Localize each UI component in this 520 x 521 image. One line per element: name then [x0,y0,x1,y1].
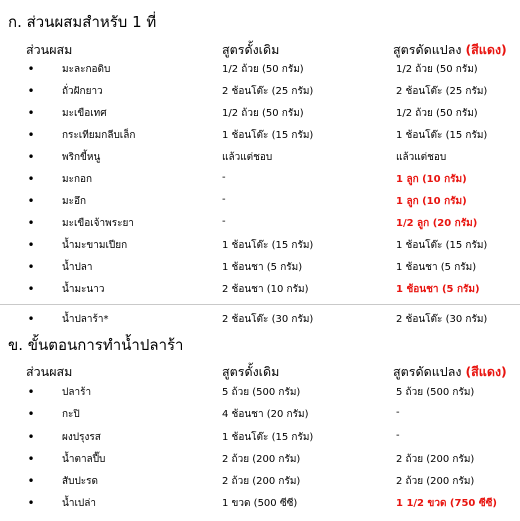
bullet-icon: • [27,106,35,120]
ingredient-name: ปลาร้า [62,387,92,398]
ingredient-name: มะกอก [62,174,93,185]
original-amount: 1/2 ถ้วย (50 กรัม) [222,64,304,75]
section-a-header-modified-note: (สีแดง) [465,42,507,57]
section-a-title: ก. ส่วนผสมสำหรับ 1 ที่ [8,13,157,31]
bullet-icon: • [27,128,35,142]
original-amount: 1/2 ถ้วย (50 กรัม) [222,108,304,119]
section-b-title: ข. ขั้นตอนการทำน้ำปลาร้า [8,336,184,354]
modified-amount: 1 ช้อนโต๊ะ (15 กรัม) [396,130,488,141]
ingredient-name: น้ำมะนาว [62,284,105,295]
bullet-icon: • [27,282,35,296]
section-b-header-modified [393,362,507,382]
bullet-icon: • [27,496,35,510]
original-amount: 2 ช้อนโต๊ะ (25 กรัม) [222,86,314,97]
bullet-icon: • [27,474,35,488]
original-amount: - [222,216,226,227]
table-row [0,236,520,258]
table-row [0,383,520,405]
table-row [0,428,520,450]
table-row [0,472,520,494]
bullet-icon: • [27,216,35,230]
modified-amount: 2 ช้อนโต๊ะ (30 กรัม) [396,314,488,325]
table-row [0,405,520,427]
original-amount: 1 ขวด (500 ซีซี) [222,498,298,509]
section-b-header-modified-note: (สีแดง) [465,364,507,379]
modified-amount: 2 ถ้วย (200 กรัม) [396,476,475,487]
original-amount: 1 ช้อนโต๊ะ (15 กรัม) [222,432,314,443]
table-row [0,214,520,236]
modified-amount: 1/2 ถ้วย (50 กรัม) [396,108,478,119]
modified-amount: 1 ช้อนชา (5 กรัม) [396,262,477,273]
bullet-icon: • [27,238,35,252]
section-a-header-modified [393,40,507,60]
ingredient-name: น้ำปลา [62,262,93,273]
original-amount: 4 ช้อนชา (20 กรัม) [222,409,309,420]
modified-amount: 1/2 ลูก (20 กรัม) [396,218,478,229]
section-b-header-original: สูตรดั้งเดิม [222,364,280,379]
modified-amount: แล้วแต่ชอบ [396,152,447,163]
section-a-header-ingredient: ส่วนผสม [26,42,73,57]
section-b-header-ingredient: ส่วนผสม [26,364,73,379]
original-amount: 1 ช้อนชา (5 กรัม) [222,262,303,273]
ingredient-name: สับปะรด [62,476,99,487]
ingredient-name: กะปิ [62,409,80,420]
modified-amount: 2 ช้อนโต๊ะ (25 กรัม) [396,86,488,97]
original-amount: 2 ถ้วย (200 กรัม) [222,476,301,487]
original-amount: 2 ช้อนโต๊ะ (30 กรัม) [222,314,314,325]
section-a-header-modified-label: สูตรดัดแปลง [393,42,462,57]
table-row [0,170,520,192]
bullet-icon: • [27,430,35,444]
section-divider [0,304,520,305]
table-row [0,310,520,332]
bullet-icon: • [27,260,35,274]
original-amount: แล้วแต่ชอบ [222,152,273,163]
section-b-header-modified-label: สูตรดัดแปลง [393,364,462,379]
modified-amount: - [396,407,400,418]
modified-amount: 1/2 ถ้วย (50 กรัม) [396,64,478,75]
bullet-icon: • [27,150,35,164]
table-row [0,450,520,472]
table-row [0,60,520,82]
table-row [0,258,520,280]
bullet-icon: • [27,452,35,466]
original-amount: 2 ช้อนชา (10 กรัม) [222,284,309,295]
table-row [0,104,520,126]
modified-amount: 1 ช้อนโต๊ะ (15 กรัม) [396,240,488,251]
ingredient-name: มะเขือเจ้าพระยา [62,218,134,229]
table-row [0,280,520,302]
bullet-icon: • [27,62,35,76]
table-row [0,192,520,214]
ingredient-name: ผงปรุงรส [62,432,101,443]
modified-amount: 2 ถ้วย (200 กรัม) [396,454,475,465]
ingredient-name: มะอึก [62,196,87,207]
ingredient-name: กระเทียมกลีบเล็ก [62,130,136,141]
modified-amount: 1 ลูก (10 กรัม) [396,174,467,185]
modified-amount: 1 1/2 ขวด (750 ซีซี) [396,498,497,509]
ingredient-name: มะเขือเทศ [62,108,107,119]
ingredient-name: น้ำเปล่า [62,498,96,509]
bullet-icon: • [27,312,35,326]
ingredient-name: น้ำปลาร้า* [62,314,109,325]
original-amount: 1 ช้อนโต๊ะ (15 กรัม) [222,130,314,141]
bullet-icon: • [27,385,35,399]
ingredient-name: มะละกอดิบ [62,64,111,75]
original-amount: 1 ช้อนโต๊ะ (15 กรัม) [222,240,314,251]
modified-amount: - [396,430,400,441]
bullet-icon: • [27,84,35,98]
ingredient-name: น้ำมะขามเปียก [62,240,128,251]
table-row [0,82,520,104]
table-row [0,494,520,516]
section-a-header-original: สูตรดั้งเดิม [222,42,280,57]
ingredient-name: พริกขี้หนู [62,152,101,163]
modified-amount: 1 ช้อนชา (5 กรัม) [396,284,480,295]
modified-amount: 5 ถ้วย (500 กรัม) [396,387,475,398]
table-row [0,126,520,148]
modified-amount: 1 ลูก (10 กรัม) [396,196,467,207]
bullet-icon: • [27,407,35,421]
ingredient-name: ถั่วฝักยาว [62,86,103,97]
original-amount: - [222,194,226,205]
original-amount: - [222,172,226,183]
original-amount: 5 ถ้วย (500 กรัม) [222,387,301,398]
bullet-icon: • [27,172,35,186]
bullet-icon: • [27,194,35,208]
original-amount: 2 ถ้วย (200 กรัม) [222,454,301,465]
ingredient-name: น้ำตาลปี๊บ [62,454,106,465]
table-row [0,148,520,170]
